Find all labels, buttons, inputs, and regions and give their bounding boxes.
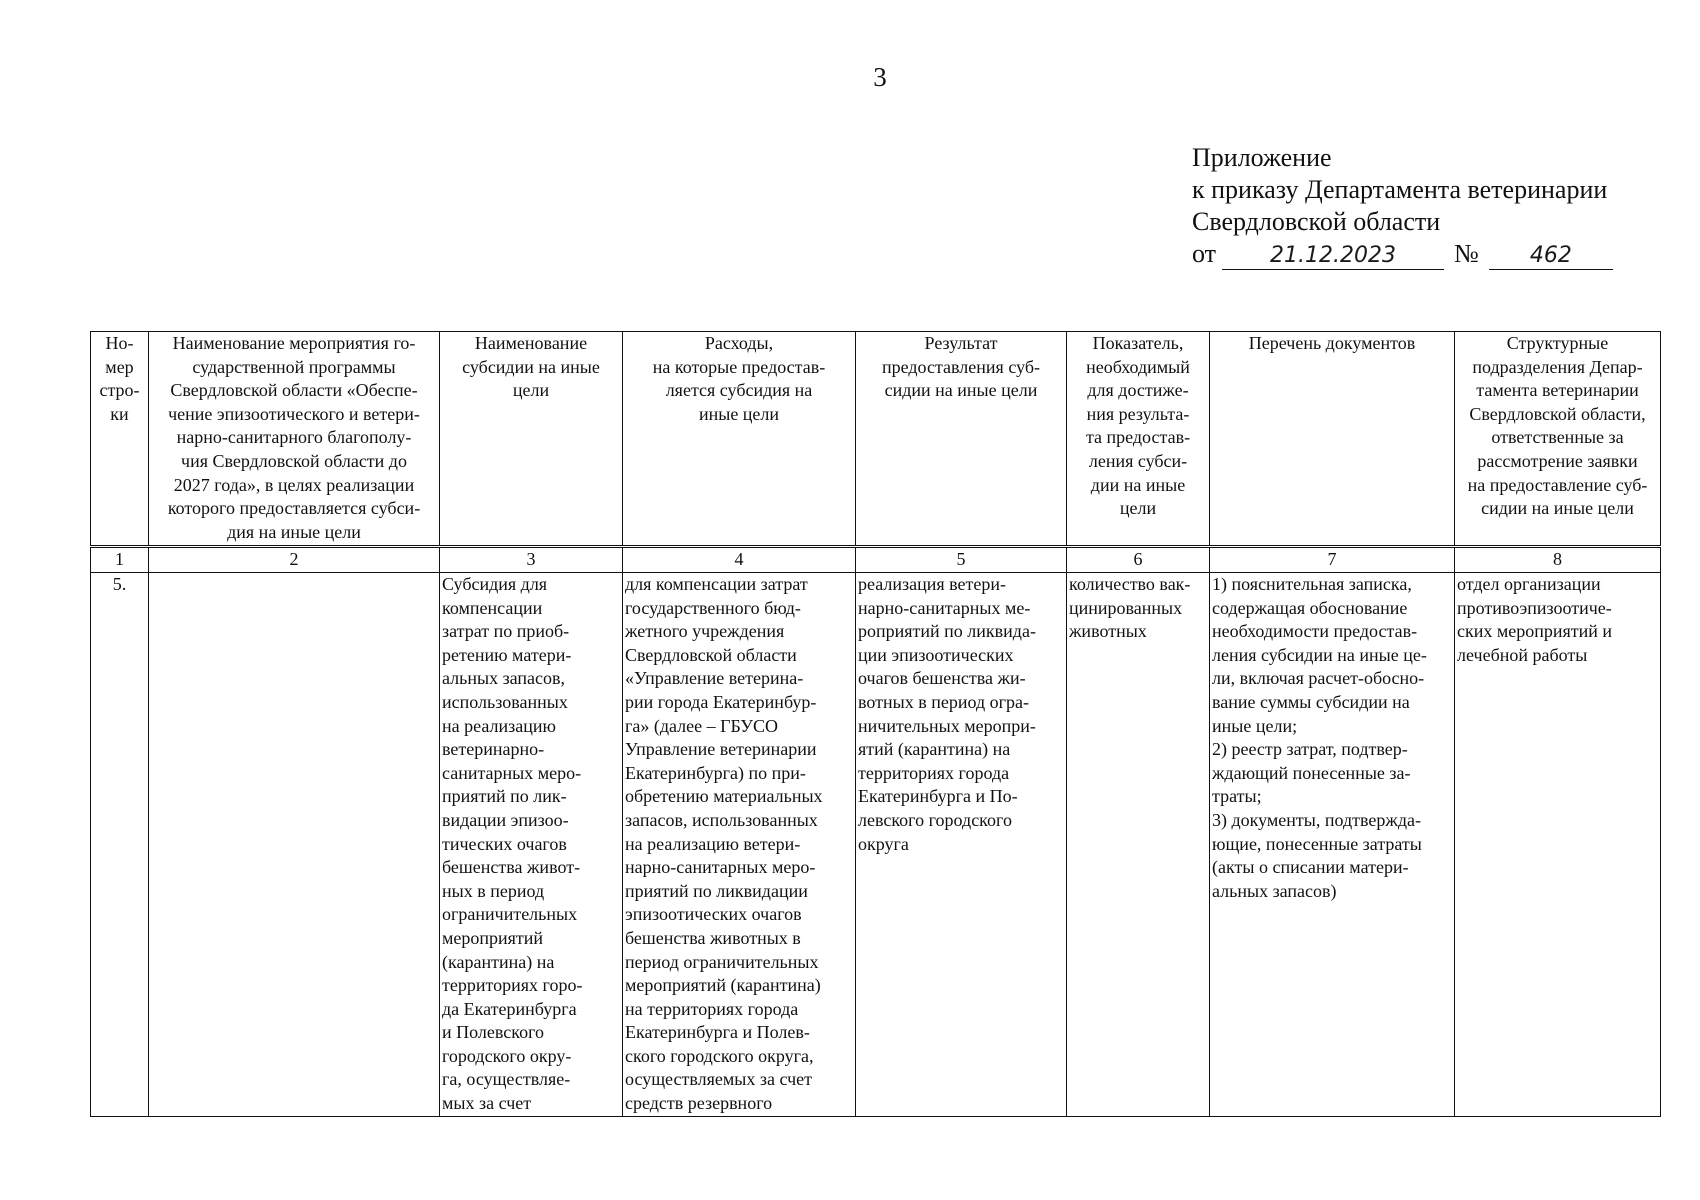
cell-departments: отдел организации противоэпизоотиче- ских мероприятий и лечебной работы bbox=[1455, 573, 1661, 1117]
cell-expenses: для компенсации затрат государственного бюд- жетного учреждения Свердловской области «Управление ветерина- рии города Екатеринбур- га» (далее – ГБУСО Управление ветеринарии Екатеринбурга) по при- обретению материальных запасов, использованных на реализацию ветери- нарно-санитарных меро- приятий по ликвидации эпизоотических очагов бешенства животных в период ограничительных мероприятий (карантина) на территориях города Екатеринбурга и Полев- ского городского округа, осуществляемых за счет средств резервного bbox=[623, 573, 856, 1117]
cell-subsidy-name: Субсидия для компенсации затрат по приоб- ретению матери- альных запасов, использованных на реализацию ветеринарно- санитарных меро- приятий по лик- видации эпизоо- тических очагов бешенства живот- ных в период ограничительных мероприятий (карантина) на территориях горо- да Екатеринбурга и Полевского городского окру- га, осуществляе- мых за счет bbox=[440, 573, 623, 1117]
appendix-title: Приложение bbox=[1192, 143, 1332, 172]
header-cell-result: Результат предоставления суб- сидии на иные цели bbox=[856, 332, 1067, 547]
column-number: 2 bbox=[149, 547, 440, 573]
subsidy-table bbox=[90, 331, 1661, 1117]
appendix-block bbox=[1192, 142, 1613, 270]
cell-row-number: 5. bbox=[91, 573, 149, 1117]
column-number: 5 bbox=[856, 547, 1067, 573]
column-number: 1 bbox=[91, 547, 149, 573]
table-header-row bbox=[91, 332, 1661, 547]
column-number-row bbox=[91, 547, 1661, 573]
handwritten-date: 21.12.2023 bbox=[1222, 243, 1444, 270]
cell-indicator: количество вак- цинированных животных bbox=[1067, 573, 1210, 1117]
cell-program-event bbox=[149, 573, 440, 1117]
appendix-date-number-line bbox=[1192, 238, 1613, 270]
column-number: 6 bbox=[1067, 547, 1210, 573]
header-cell-expenses: Расходы, на которые предостав- ляется субсидия на иные цели bbox=[623, 332, 856, 547]
column-number: 7 bbox=[1210, 547, 1455, 573]
appendix-order-line: к приказу Департамента ветеринарии bbox=[1192, 175, 1608, 204]
date-prefix: от bbox=[1192, 239, 1217, 268]
column-number: 8 bbox=[1455, 547, 1661, 573]
page-number: 3 bbox=[873, 62, 887, 92]
cell-documents: 1) пояснительная записка, содержащая обоснование необходимости предостав- ления субсидии на иные це- ли, включая расчет-обосно- вание суммы субсидии на иные цели; 2) реестр затрат, подтвер- ждающий понесенные за- траты; 3) документы, подтвержда- ющие, понесенные затраты (акты о списании матери- альных запасов) bbox=[1210, 573, 1455, 1117]
cell-result: реализация ветери- нарно-санитарных ме- роприятий по ликвида- ции эпизоотических очагов бешенства жи- вотных в период огра- ничительных меропри- ятий (карантина) на территориях города Екатеринбурга и По- левского городского округа bbox=[856, 573, 1067, 1117]
number-prefix: № bbox=[1454, 239, 1479, 268]
header-cell-documents: Перечень документов bbox=[1210, 332, 1455, 547]
header-cell-subsidy-name: Наименование субсидии на иные цели bbox=[440, 332, 623, 547]
handwritten-order-number: 462 bbox=[1489, 243, 1613, 270]
header-cell-departments: Структурные подразделения Депар- тамента ветеринарии Свердловской области, ответственные за рассмотрение заявки на предоставление суб- сидии на иные цели bbox=[1455, 332, 1661, 547]
header-cell-program-event: Наименование мероприятия го- сударственной программы Свердловской области «Обеспе- чение эпизоотического и ветери- нарно-санитарного благополу- чия Свердловской области до 2027 года», в целях реализации которого предоставляется субси- дия на иные цели bbox=[149, 332, 440, 547]
column-number: 4 bbox=[623, 547, 856, 573]
header-cell-row-number: Но- мер стро- ки bbox=[91, 332, 149, 547]
appendix-region-line: Свердловской области bbox=[1192, 207, 1441, 236]
table-row bbox=[91, 573, 1661, 1117]
column-number: 3 bbox=[440, 547, 623, 573]
header-cell-indicator: Показатель, необходимый для достиже- ния результа- та предостав- ления субси- дии на иные цели bbox=[1067, 332, 1210, 547]
